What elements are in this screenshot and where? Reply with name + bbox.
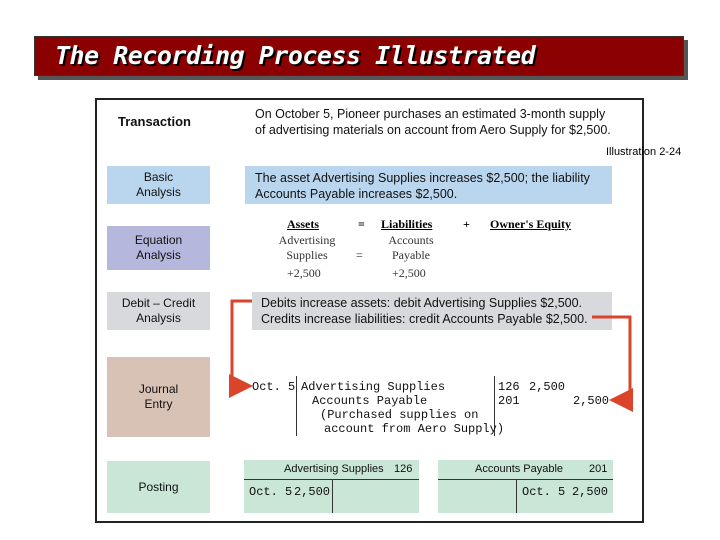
transaction-text [255,106,625,138]
equation-liability-account [372,233,450,263]
posting-label [107,461,210,513]
equation-asset-account-line1: Advertising [278,233,336,247]
posting-label-text: Posting [138,479,179,494]
journal-date: Oct. 5 [252,380,296,394]
transaction-text-line1: On October 5, Pioneer purchases an estimated 3-month supply [255,107,606,121]
journal-entry-label [107,357,210,437]
debit-credit-label-line2: Analysis [136,311,181,325]
equation-asset-amount: +2,500 [287,266,321,280]
title-bar [34,36,684,76]
slide-title: The Recording Process Illustrated [55,41,536,70]
equation-assets-heading: Assets [287,217,319,231]
t-account-ap-date: Oct. 5 [522,485,566,499]
equation-liability-account-line1: Accounts [388,233,434,247]
basic-analysis-label [107,166,210,204]
t-account-adv-number: 126 [394,463,413,475]
basic-analysis-text-line1: The asset Advertising Supplies increases $2,500; the liability [255,171,590,185]
debit-credit-label-line1: Debit – Credit [121,296,196,310]
basic-analysis-text [245,166,612,204]
journal-debit-amount: 2,500 [529,380,566,394]
debit-credit-text [252,292,612,330]
illustration-label: Illustration 2-24 [606,146,682,158]
t-account-ap-number: 201 [589,463,608,475]
equation-owners-equity-heading: Owner's Equity [490,217,572,231]
t-account-ap-rule [438,479,613,480]
t-account-adv-date: Oct. 5 [249,485,293,499]
t-account-ap-name: Accounts Payable [475,463,564,475]
journal-credit-ref: 201 [498,394,520,408]
basic-analysis-text-line2: Accounts Payable increases $2,500. [255,187,458,201]
journal-explanation-line1: (Purchased supplies on [320,408,479,422]
journal-entry-label-line2: Entry [144,397,173,411]
journal-debit-account: Advertising Supplies [301,380,446,394]
journal-debit-ref: 126 [498,380,520,394]
t-account-ap-divider [516,479,517,513]
equation-analysis-label-line1: Equation [134,233,183,247]
equation-equals-sign: = [358,217,365,231]
t-account-adv-amount: 2,500 [294,485,331,499]
equation-liability-account-line2: Payable [392,248,430,262]
journal-credit-amount: 2,500 [573,394,610,408]
debit-credit-text-line2: Credits increase liabilities: credit Accounts Payable $2,500. [261,312,588,326]
equation-asset-account-line2: Supplies [286,248,328,262]
equation-analysis-label-line2: Analysis [136,248,181,262]
equation-liabilities-heading: Liabilities [381,217,433,231]
debit-credit-text-line1: Debits increase assets: debit Advertising Supplies $2,500. [261,296,583,310]
basic-analysis-label-line1: Basic [143,170,174,184]
equation-analysis-label [107,226,210,270]
t-account-advertising-supplies [244,460,419,513]
basic-analysis-label-line2: Analysis [136,185,181,199]
equation-asset-account [268,233,346,263]
t-account-ap-amount: 2,500 [572,485,609,499]
transaction-text-line2: of advertising materials on account from Aero Supply for $2,500. [255,123,611,137]
transaction-label: Transaction [118,114,191,129]
journal-divider-1 [296,376,297,436]
debit-credit-label [107,292,210,330]
equation-plus-sign: + [463,217,470,231]
equation-equals-sign-2: = [356,248,363,262]
journal-entry-label-line1: Journal [138,382,179,396]
equation-liability-amount: +2,500 [392,266,426,280]
t-account-adv-name: Advertising Supplies [284,463,384,475]
journal-explanation-line2: account from Aero Supply) [324,422,505,436]
t-account-accounts-payable [438,460,613,513]
t-account-adv-divider [332,479,333,513]
journal-credit-account: Accounts Payable [312,394,428,408]
